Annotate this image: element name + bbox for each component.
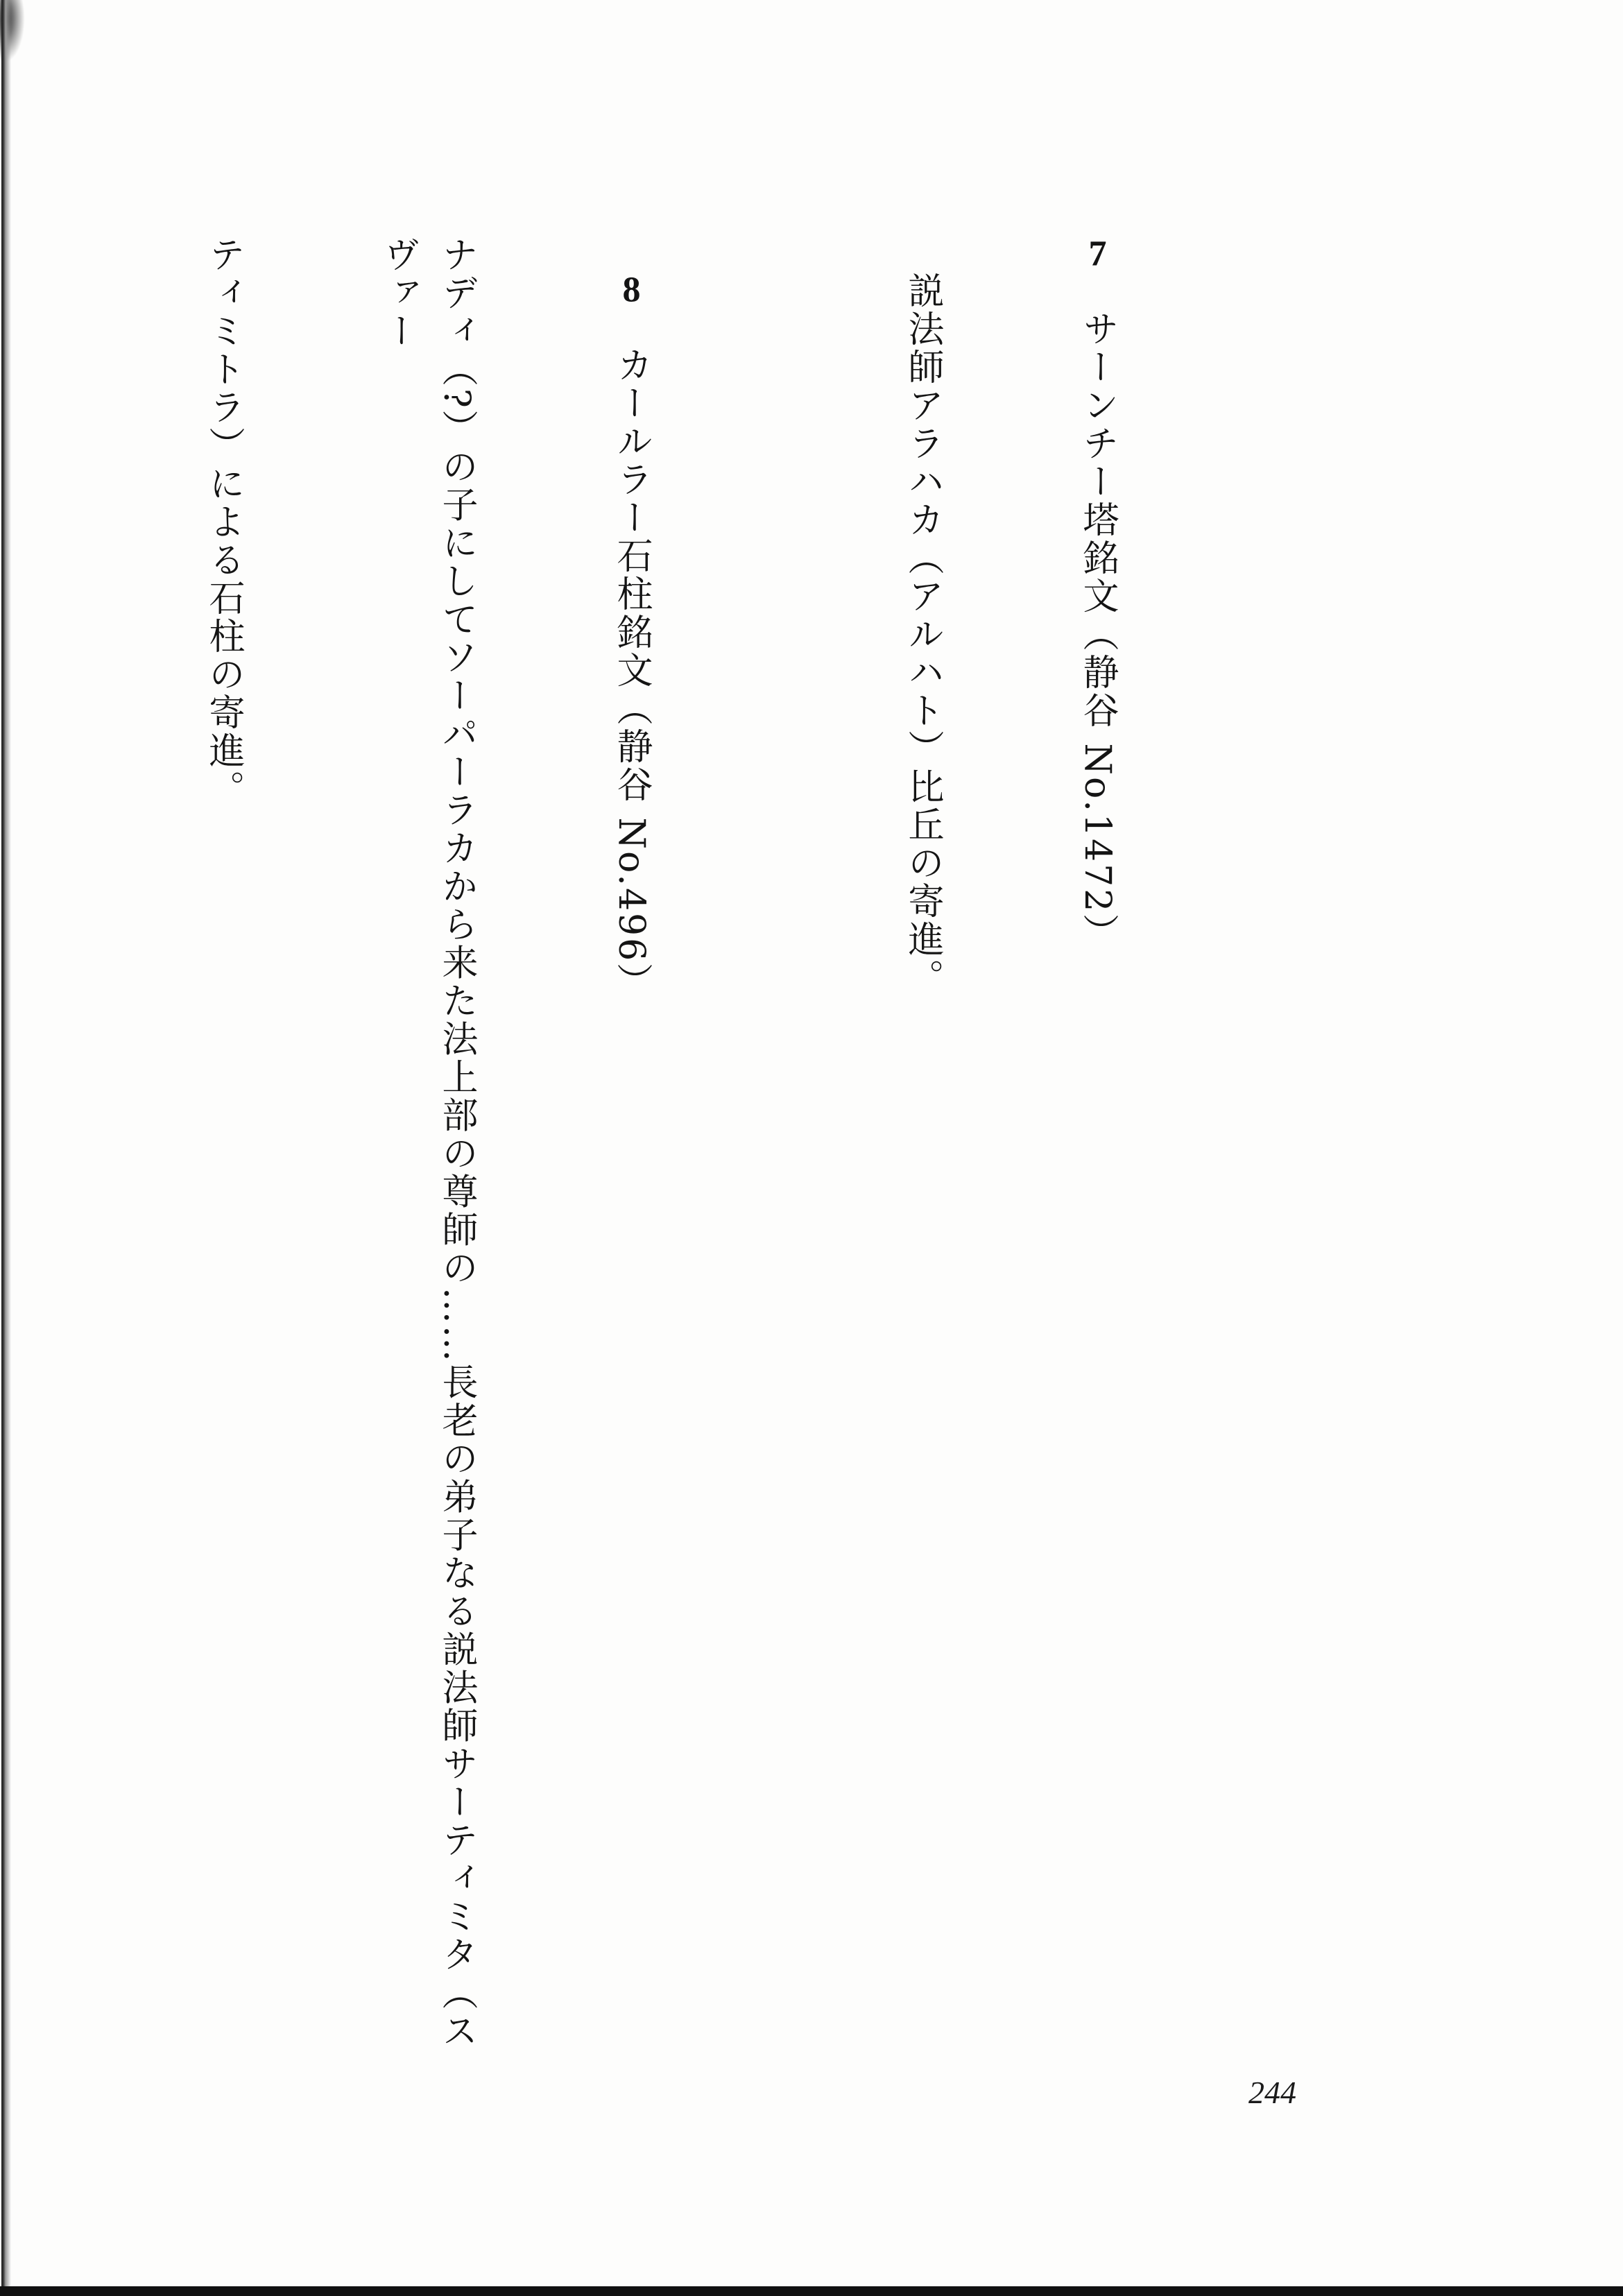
entry-8-line-1: ナディ（?）の子にしてソーパーラカから来た法上部の尊師の……長老の弟子なる説法師サーティミタ（スヴァー <box>377 236 477 2050</box>
entry-8-line-2: ティミトラ）による石柱の寄進。 <box>203 236 244 808</box>
entry-number: 7 <box>1088 236 1107 272</box>
entry-7-heading <box>1068 236 1126 2081</box>
entry-number: 8 <box>622 272 641 308</box>
entry-7-line-1: 説法師アラハカ（アルハト）比丘の寄進。 <box>902 272 943 997</box>
page-number: 244 <box>1248 2075 1296 2110</box>
scan-bottom-edge <box>0 2286 1623 2296</box>
entry-title: カールラー石柱銘文（静谷 No.496） <box>610 346 652 1002</box>
entry-8-heading <box>602 236 660 2081</box>
entry-title: サーンチー塔銘文（静谷 No.1472） <box>1076 310 1118 952</box>
vertical-text-block <box>0 236 1359 2081</box>
